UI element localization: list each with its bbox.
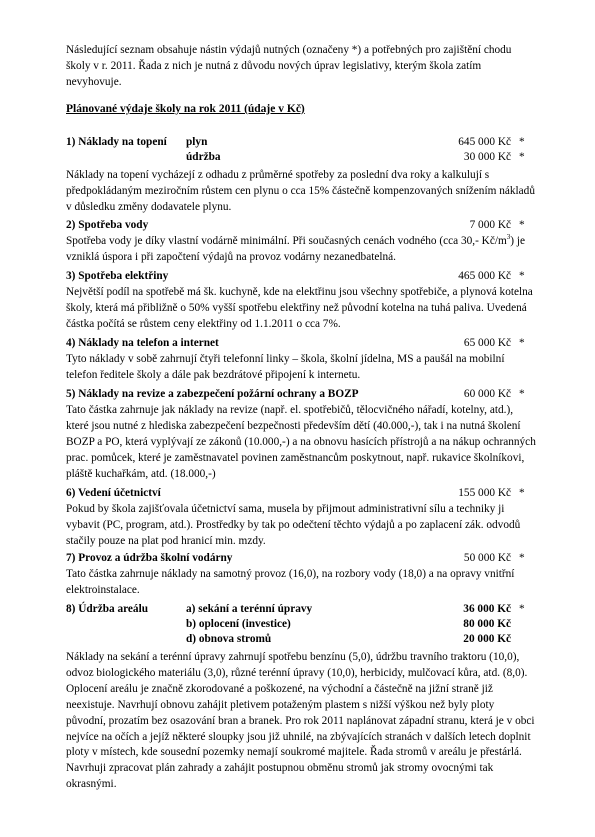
section-2-header: [66, 219, 511, 235]
section-8-row-3: [66, 633, 511, 649]
section-8-amount-fencing: 80 000 Kč: [463, 618, 511, 630]
section-7-amount: 50 000 Kč: [463, 552, 511, 564]
section-1-amount-gas: 645 000 Kč: [458, 136, 511, 148]
section-2-label: 2) Spotřeba vody: [66, 219, 149, 231]
section-4-label: 4) Náklady na telefon a internet: [66, 337, 219, 349]
section-4-header: [66, 337, 511, 353]
section-4-amount: 65 000 Kč: [463, 337, 511, 349]
section-6-header: [66, 487, 511, 503]
section-2-text: Spotřeba vody je díky vlastní vodárně minimální. Při současných cenách vodného (cca 30,- $Kč/m^3$) je vzniklá úspora i při započtení výdajů na provoz vodárny nezanedbatelná.: [66, 233, 526, 263]
section-3-label: 3) Spotřeba elektřiny: [66, 270, 169, 282]
section-8-amount-mowing: 36 000 Kč: [463, 603, 511, 615]
required-marker: *: [519, 136, 525, 148]
section-5-label: 5) Náklady na revize a zabezpečení požární ochrany a BOZP: [66, 388, 359, 400]
section-8-row-2: [66, 618, 511, 634]
section-3-header: [66, 270, 511, 286]
section-7-label: 7) Provoz a údržba školní vodárny: [66, 552, 233, 564]
section-5-text: Tato částka zahrnuje jak náklady na revize (např. el. spotřebičů, tělocvičného nářadí, kotelny, atd.), které jsou nutné z hlediska zabezpečení bezpečnosti především dětí (40.000,-), tak i na nutná školení BOZP a PO, která vyplývají ze zákonů (10.000,-) a na obnovu hasících přístrojů a na nákup ochranných prac. pomůcek, které je zaměstnavatel povinen zaměstnancům poskytnout, např. rukavice školníkovi, pláště kuchařkám, atd. (18.000,-): [66, 404, 536, 480]
section-5-header: [66, 388, 511, 404]
intro-paragraph: Následující seznam obsahuje nástin výdajů nutných (označeny *) a potřebných pro zajištění chodu školy v r. 2011. Řada z nich je nutná z důvodu nových úprav legislativy, kterým škola zatím nevyhovuje.: [66, 44, 512, 88]
section-8-amount-trees: 20 000 Kč: [463, 633, 511, 645]
required-marker: *: [519, 337, 525, 349]
section-1-row-2: [66, 151, 511, 167]
section-8-item-trees: d) obnova stromů: [186, 633, 272, 645]
section-1-header: [66, 136, 511, 152]
section-8-label: 8) Údržba areálu: [66, 603, 149, 615]
required-marker: *: [519, 270, 525, 282]
section-1-text: Náklady na topení vycházejí z odhadu z průměrné spotřeby za poslední dva roky a kalkulují s předpokládaným meziročním růstem cen plynu o cca 15% částečně kompenzovaných snížením nákladů v důsledku změny dodavatele plynu.: [66, 169, 535, 213]
required-marker: *: [519, 219, 525, 231]
section-1-amount-maintenance: 30 000 Kč: [463, 151, 511, 163]
section-5-amount: 60 000 Kč: [463, 388, 511, 400]
section-8-header: [66, 603, 511, 619]
section-8-item-mowing: a) sekání a terénní úpravy: [186, 603, 313, 615]
required-marker: *: [519, 552, 525, 564]
section-4-text: Tyto náklady v sobě zahrnují čtyři telefonní linky – škola, školní jídelna, MS a paušál na mobilní telefon ředitele školy a dále pak bezdrátové připojení k internetu.: [66, 353, 505, 381]
section-3-amount: 465 000 Kč: [458, 270, 511, 282]
section-6-label: 6) Vedení účetnictví: [66, 487, 161, 499]
section-8-item-fencing: b) oplocení (investice): [186, 618, 291, 630]
required-marker: *: [519, 603, 525, 615]
section-6-amount: 155 000 Kč: [458, 487, 511, 499]
page-title: Plánované výdaje školy na rok 2011 (údaje v Kč): [66, 103, 305, 115]
section-1-item-maintenance: údržba: [186, 151, 221, 163]
required-marker: *: [519, 388, 525, 400]
section-3-text: Největší podíl na spotřebě má šk. kuchyně, kde na elektřinu jsou všechny spotřebiče, a plynová kotelna školy, která má přibližně o 50% vyšší spotřebu elektřiny než původní kotelna na tuhá paliva. Uvedená částka počítá se růstem ceny elektřiny od 1.1.2011 o cca 7%.: [66, 286, 533, 330]
section-1-item-gas: plyn: [186, 136, 208, 148]
section-1-label: 1) Náklady na topení: [66, 136, 167, 148]
section-7-text: Tato částka zahrnuje náklady na samotný provoz (16,0), na rozbory vody (18,0) a na opravy vnitřní elektroinstalace.: [66, 568, 515, 596]
section-2-amount: 7 000 Kč: [469, 219, 511, 231]
required-marker: *: [519, 487, 525, 499]
section-6-text: Pokud by škola zajišťovala účetnictví sama, musela by přijmout administrativní sílu a techniky ji vybavit (PC, program, atd.). Prostředky by tak po odečtení těchto výdajů a po zaplacení zák. odvodů stačily pouze na plat pod hranicí min. mzdy.: [66, 503, 521, 547]
section-8-text: Náklady na sekání a terénní úpravy zahrnují spotřebu benzínu (5,0), údržbu travního traktoru (10,0), odvoz biologického materiálu (3,0), různé terénní úpravy (10,0), herbicidy, mulčovací kůra, atd. (8,0). Oplocení areálu je značně zkorodované a poškozené, na východní a částečně na jižní straně již neexistuje. Navrhují obnovu zahájit pletivem potaženým plastem s nižší výškou než byly ploty původní, prozatím bez osazování bran a branek. Pro rok 2011 naplánovat západní stranu, která je v obci nejvíce na očích a jejíž některé sloupky jsou již uhnilé, na zbývajících stranách v dalších letech doplnit ploty v místech, kde sousední pozemky nemají soukromé majitele. Řada stromů v areálu je přestárlá. Navrhuji zpracovat plán zahrady a zahájit postupnou obměnu stromů jak stromy ovocnými tak okrasnými.: [66, 651, 535, 791]
required-marker: *: [519, 151, 525, 163]
section-7-header: [66, 552, 511, 568]
